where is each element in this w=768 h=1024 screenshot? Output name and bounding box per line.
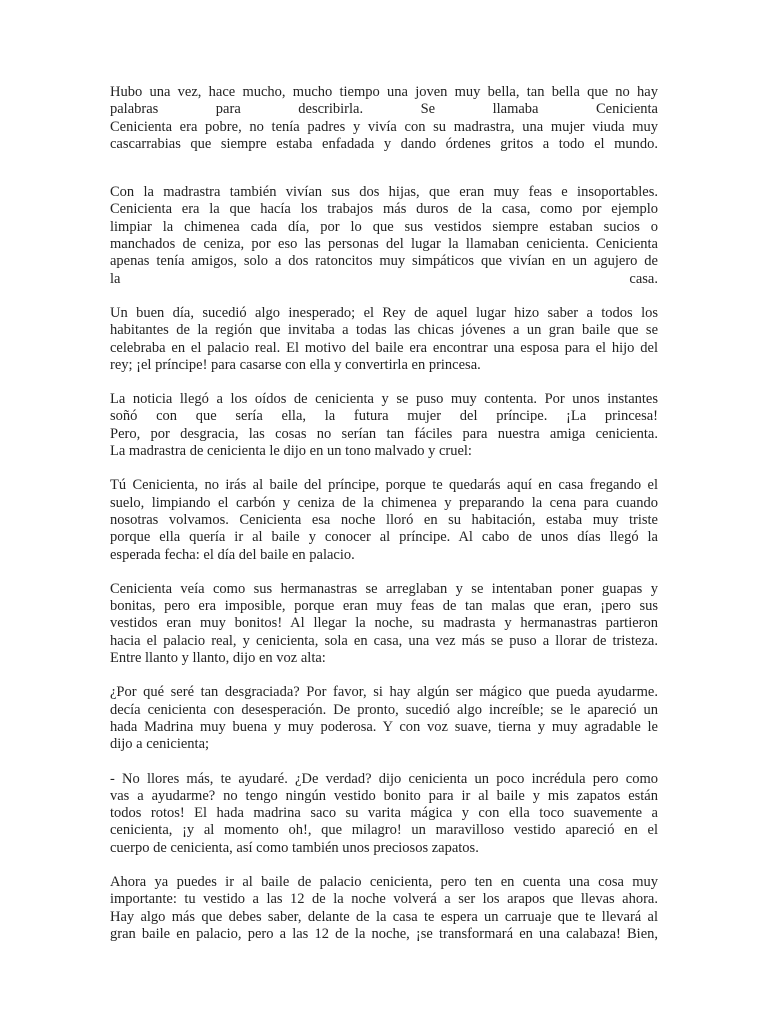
text-line: soñó con que sería ella, la futura mujer del príncipe. ¡La princesa!	[110, 408, 658, 425]
text-line: dijo a cenicienta;	[110, 736, 210, 753]
text-line: Pero, por desgracia, las cosas no serían tan fáciles para nuestra amiga cenicienta.	[110, 425, 658, 442]
text-line: La noticia llegó a los oídos de cenicienta y se puso muy contenta. Por unos instantes	[110, 391, 658, 408]
text-line: gran baile en palacio, pero a las 12 de la noche, ¡se transformará en una calabaza! Bien,	[110, 925, 658, 942]
document-page	[110, 84, 658, 943]
text-line: Entre llanto y llanto, dijo en voz alta:	[110, 650, 326, 667]
paragraph	[110, 581, 658, 667]
text-line: hacia el palacio real, y cenicienta, sola en casa, una vez más se puso a llorar de tristeza.	[110, 632, 658, 649]
paragraph	[110, 305, 658, 374]
text-line: Hubo una vez, hace mucho, mucho tiempo una joven muy bella, tan bella que no hay	[110, 84, 658, 100]
text-line: decía cenicienta con desesperación. De pronto, sucedió algo increíble; se le apareció un	[110, 701, 658, 718]
text-line: vas a ayudarme? no tengo ningún vestido bonito para ir al baile y mis zapatos están	[110, 787, 658, 804]
text-line: palabras para describirla. Se llamaba Cenicienta	[110, 101, 658, 118]
text-line: porque ella quería ir al baile y conocer al príncipe. Al cabo de unos días llegó la	[110, 529, 658, 546]
text-line: Con la madrastra también vivían sus dos hijas, que eran muy feas e insoportables.	[110, 184, 658, 201]
text-line: cuerpo de cenicienta, así como también unos preciosos zapatos.	[110, 839, 479, 856]
text-line: suelo, limpiando el carbón y ceniza de la chimenea y preparando la cena para cuando	[110, 494, 658, 511]
paragraph	[110, 477, 658, 563]
paragraph	[110, 184, 658, 288]
text-line: cascarrabias que siempre estaba enfadada y dando órdenes gritos a todo el mundo.	[110, 135, 658, 152]
paragraph	[110, 84, 658, 153]
text-line: manchados de ceniza, por eso las personas del lugar la llamaban cenicienta. Cenicienta	[110, 236, 658, 253]
text-line: habitantes de la región que invitaba a todas las chicas jóvenes a un gran baile que se	[110, 322, 658, 339]
text-line: vestidos eran muy bonitos! Al llegar la noche, su madrasta y hermanastras partieron	[110, 615, 658, 632]
text-line: todos rotos! El hada madrina saco su varita mágica y con ella toco suavemente a	[110, 805, 658, 822]
text-line: celebraba en el palacio real. El motivo del baile era encontrar una esposa para el hijo del	[110, 339, 658, 356]
text-line: apenas tenía amigos, solo a dos ratoncitos muy simpáticos que vivían en un agujero de	[110, 253, 658, 270]
text-line: Cenicienta era pobre, no tenía padres y vivía con su madrastra, una mujer viuda muy	[110, 118, 658, 135]
text-line: nosotras volvamos. Cenicienta esa noche lloró en su habitación, estaba muy triste	[110, 511, 658, 528]
text-line: cenicienta, ¡y al momento oh!, que milagro! un maravilloso vestido apareció en el	[110, 822, 658, 839]
text-line: importante: tu vestido a las 12 de la noche volverá a ser los arapos que llevas ahora.	[110, 891, 658, 908]
text-line: esperada fecha: el día del baile en palacio.	[110, 546, 355, 563]
paragraph	[110, 771, 658, 857]
text-line: Tú Cenicienta, no irás al baile del príncipe, porque te quedarás aquí en casa fregando el	[110, 477, 658, 494]
text-line: - No llores más, te ayudaré. ¿De verdad? dijo cenicienta un poco incrédula pero como	[110, 770, 658, 787]
text-line: bonitas, pero era imposible, porque eran muy feas de tan malas que eran, ¡pero sus	[110, 598, 658, 615]
text-line: Cenicienta veía como sus hermanastras se arreglaban y se intentaban poner guapas y	[110, 580, 658, 597]
text-line: ¿Por qué seré tan desgraciada? Por favor, si hay algún ser mágico que pueda ayudarme.	[110, 684, 658, 701]
paragraph	[110, 874, 658, 943]
text-line: Hay algo más que debes saber, delante de la casa te espera un carruaje que te llevará al	[110, 908, 658, 925]
text-line: Cenicienta era la que hacía los trabajos más duros de la casa, como por ejemplo	[110, 201, 658, 218]
text-line: hada Madrina muy buena y muy poderosa. Y con voz suave, tierna y muy agradable le	[110, 718, 658, 735]
text-line: limpiar la chimenea cada día, por lo que sus vestidos siempre estaban sucios o	[110, 218, 658, 235]
text-line: la casa.	[110, 270, 658, 287]
paragraph	[110, 391, 658, 460]
text-line: rey; ¡el príncipe! para casarse con ella y convertirla en princesa.	[110, 356, 481, 373]
text-line: Ahora ya puedes ir al baile de palacio cenicienta, pero ten en cuenta una cosa muy	[110, 873, 658, 890]
paragraph	[110, 684, 658, 753]
text-line: Un buen día, sucedió algo inesperado; el Rey de aquel lugar hizo saber a todos los	[110, 304, 658, 321]
text-line: La madrastra de cenicienta le dijo en un tono malvado y cruel:	[110, 443, 472, 460]
